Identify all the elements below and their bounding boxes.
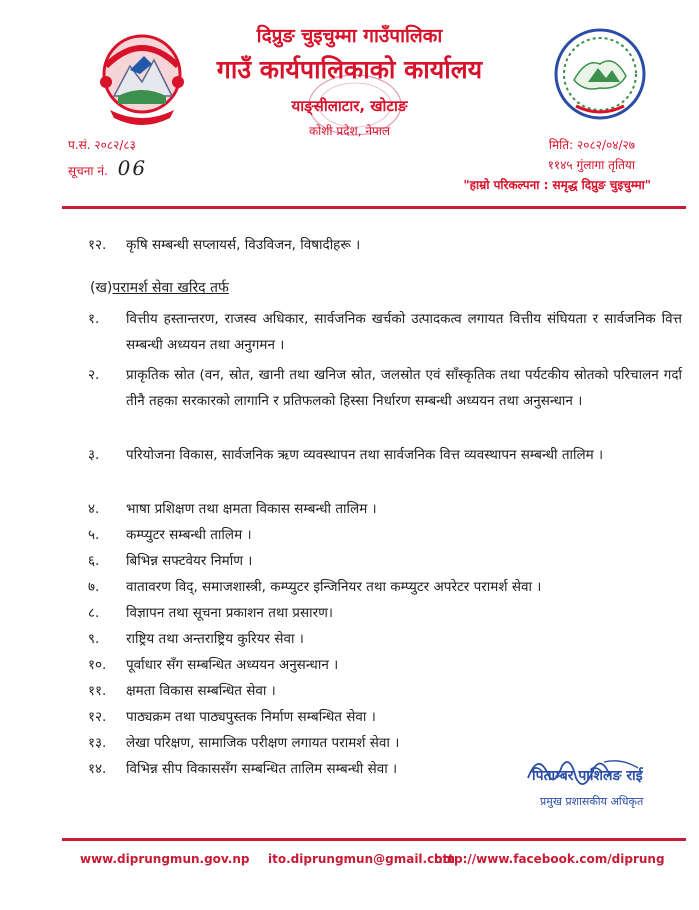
list-item — [88, 496, 682, 522]
item-number: ९. — [88, 631, 100, 647]
list-item — [88, 652, 682, 678]
office-location: याङ्सीलाटार, खोटाङ — [291, 97, 408, 115]
item-number: ७. — [88, 579, 100, 595]
item-number: ११. — [88, 683, 107, 699]
list-item — [88, 522, 682, 548]
date: मिति: २०८२/०४/२७ — [548, 138, 635, 152]
office-province: कोशी प्रदेश, नेपाल — [308, 124, 391, 138]
item-text: भाषा प्रशिक्षण तथा क्षमता विकास सम्बन्धी तालिम । — [126, 501, 377, 517]
footer-divider — [62, 838, 686, 841]
notice-number-value: 06 — [117, 156, 148, 180]
item-number: ५. — [88, 527, 100, 543]
item-text: राष्ट्रिय तथा अन्तराष्ट्रिय कुरियर सेवा । — [126, 631, 304, 647]
item-text: कृषि सम्बन्धी सप्लायर्स, विउविजन, विषादीहरू । — [126, 237, 361, 253]
item-text: पूर्वाधार सँग सम्बन्धित अध्ययन अनुसन्धान । — [126, 657, 339, 673]
signatory-title: प्रमुख प्रशासकीय अधिकृत — [540, 795, 644, 808]
item-text: वातावरण विद्, समाजशास्त्री, कम्प्युटर इन्जिनियर तथा कम्प्युटर अपरेटर परामर्श सेवा । — [126, 579, 542, 595]
notice-number-label: सूचना नं. — [68, 164, 108, 178]
list-item — [88, 306, 682, 358]
item-number: १. — [88, 311, 100, 327]
item-number: १४. — [88, 761, 107, 777]
section-title: परामर्श सेवा खरिद तर्फ — [112, 280, 229, 296]
footer-email-link[interactable]: ito.diprungmun@gmail.com — [268, 852, 455, 866]
list-item — [88, 574, 682, 600]
item-number: ६. — [88, 553, 100, 569]
item-number: १२. — [88, 237, 107, 253]
item-number: १३. — [88, 735, 107, 751]
item-text: विभिन्न सीप विकाससँग सम्बन्धित तालिम सम्बन्धी सेवा । — [126, 761, 398, 777]
list-item — [88, 442, 682, 468]
item-number: १०. — [88, 657, 107, 673]
list-item — [88, 756, 528, 782]
list-item — [88, 362, 682, 414]
slogan: "हाम्रो परिकल्पना : समृद्ध दिप्रुङ चुइचुम्मा" — [463, 178, 651, 192]
item-number: ८. — [88, 605, 100, 621]
item-text: विज्ञापन तथा सूचना प्रकाशन तथा प्रसारण। — [126, 605, 334, 621]
date-lunar: ११४५ गुंलागा तृतिया — [547, 158, 635, 172]
item-number: १२. — [88, 709, 107, 725]
item-text: बिभिन्न सफ्टवेयर निर्माण । — [126, 553, 253, 569]
item-text: पाठ्यक्रम तथा पाठ्यपुस्तक निर्माण सम्बन्धित सेवा । — [126, 709, 376, 725]
item-number: ३. — [88, 447, 100, 463]
list-item — [88, 678, 682, 704]
list-item — [88, 626, 682, 652]
item-text: परियोजना विकास, सार्वजनिक ऋण व्यवस्थापन तथा सार्वजनिक वित्त व्यवस्थापन सम्बन्धी तालिम । — [126, 447, 604, 463]
office-name: गाउँ कार्यपालिकाको कार्यालय — [216, 55, 483, 84]
footer-facebook-link[interactable]: http://www.facebook.com/diprung — [434, 852, 665, 866]
notice-number — [68, 156, 147, 180]
item-text: क्षमता विकास सम्बन्धित सेवा । — [126, 683, 276, 699]
reference-number: प.सं. २०८२/८३ — [68, 138, 136, 152]
item-text: प्राकृतिक स्रोत (वन, स्रोत, खानी तथा खनिज स्रोत, जलस्रोत एवं साँस्कृतिक तथा पर्यटकीय स्रोतको परिचालन गर्दा तीनै तहका सरकारको लागानि र प्रतिफलको हिस्सा निर्धारण सम्बन्धी अध्ययन तथा अनुसन्धान । — [126, 367, 682, 409]
section-heading — [90, 278, 229, 297]
item-number: २. — [88, 367, 100, 383]
municipality-name: दिप्रुङ चुइचुम्मा गाउँपालिका — [256, 25, 443, 47]
header-divider — [62, 206, 686, 209]
signatory-name: पिताम्बर पाशिलङ राई — [532, 768, 643, 784]
item-number: ४. — [88, 501, 100, 517]
section-prefix: (ख) — [90, 280, 113, 296]
footer-website-link[interactable]: www.diprungmun.gov.np — [80, 852, 250, 866]
item-text: लेखा परिक्षण, सामाजिक परीक्षण लगायत परामर्श सेवा । — [126, 735, 400, 751]
list-item — [88, 548, 682, 574]
item-text: कम्प्युटर सम्बन्धी तालिम । — [126, 527, 252, 543]
item-text: वित्तीय हस्तान्तरण, राजस्व अधिकार, सार्वजनिक खर्चको उत्पादकत्व लगायत वित्तीय संघियता र सार्वजनिक वित्त सम्बन्धी अध्ययन तथा अनुगमन । — [126, 311, 682, 353]
list-item — [88, 704, 682, 730]
list-item — [88, 232, 682, 258]
list-item — [88, 600, 682, 626]
